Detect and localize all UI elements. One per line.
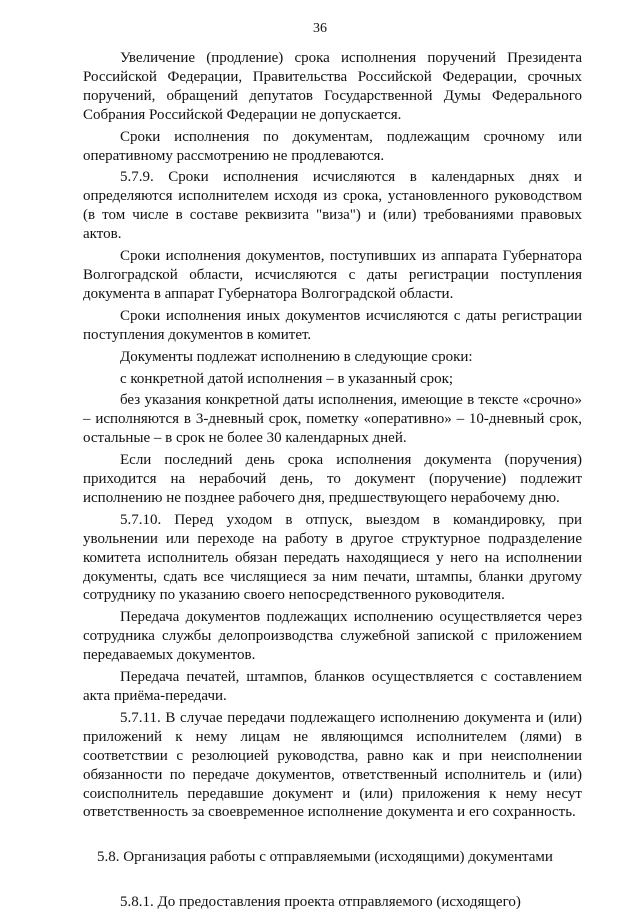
paragraph-terms-intro: Документы подлежат исполнению в следующие сроки: bbox=[120, 348, 473, 365]
document-body bbox=[83, 49, 582, 912]
paragraph-other-documents-terms: Сроки исполнения иных документов исчисляются с даты регистрации поступления документов в комитет. bbox=[83, 307, 582, 343]
paragraph-extension-prohibited: Увеличение (продление) срока исполнения поручений Президента Российской Федерации, Правительства Российской Федерации, срочных поручений, обращений депутатов Государственной Думы Федерального Собрания Российской Федерации не допускается. bbox=[83, 50, 582, 123]
section-heading-5-8: 5.8. Организация работы с отправляемыми (исходящими) документами bbox=[97, 849, 553, 866]
paragraph-urgent-not-extended: Сроки исполнения по документам, подлежащим срочному или оперативному рассмотрению не продлеваются. bbox=[83, 128, 582, 164]
paragraph-5-7-11: 5.7.11. В случае передачи подлежащего исполнению документа и (или) приложений к нему лицам не являющимся исполнителем (лями) в соответствии с резолюцией руководства, равно как и при неисполнении обязанности по передаче документов, ответственный исполнитель и (или) соисполнитель передавшие документ и (или) приложения к нему несут ответственность за своевременное исполнение документа и его сохранность. bbox=[83, 709, 582, 821]
paragraph-no-specific-date: без указания конкретной даты исполнения, имеющие в тексте «срочно» – исполняются в 3-дневный срок, пометку «оперативно» – 10-дневный срок, остальные – в срок не более 30 календарных дней. bbox=[83, 392, 582, 447]
paragraph-5-7-9: 5.7.9. Сроки исполнения исчисляются в календарных днях и определяются исполнителем исходя из срока, установленного руководством (в том числе в составе реквизита "виза") и (или) требованиями правовых актов. bbox=[83, 169, 582, 243]
paragraph-5-7-10: 5.7.10. Перед уходом в отпуск, выездом в командировку, при увольнении или переходе на работу в другое структурное подразделение комитета исполнитель обязан передать находящиеся у него на исполнении документы, сдать все числящиеся за ним печати, штампы, бланки другому сотруднику по указанию своего непосредственного руководителя. bbox=[83, 511, 582, 604]
paragraph-transfer-seals: Передача печатей, штампов, бланков осуществляется с составлением акта приёма-передачи. bbox=[83, 669, 582, 704]
page-number: 36 bbox=[313, 21, 327, 36]
paragraph-governor-office-terms: Сроки исполнения документов, поступивших из аппарата Губернатора Волгоградской области, исчисляются с даты регистрации поступления документа в аппарат Губернатора Волгоградской области. bbox=[83, 248, 582, 302]
paragraph-transfer-documents: Передача документов подлежащих исполнению осуществляется через сотрудника службы делопроизводства служебной запиской с приложением передаваемых документов. bbox=[83, 609, 582, 664]
paragraph-specific-date: с конкретной датой исполнения – в указанный срок; bbox=[120, 370, 454, 387]
paragraph-non-working-day: Если последний день срока исполнения документа (поручения) приходится на нерабочий день, то документ (поручение) подлежит исполнению не позднее рабочего дня, предшествующего нерабочему дню. bbox=[83, 452, 582, 506]
paragraph-5-8-1: 5.8.1. До предоставления проекта отправляемого (исходящего) bbox=[120, 894, 521, 911]
